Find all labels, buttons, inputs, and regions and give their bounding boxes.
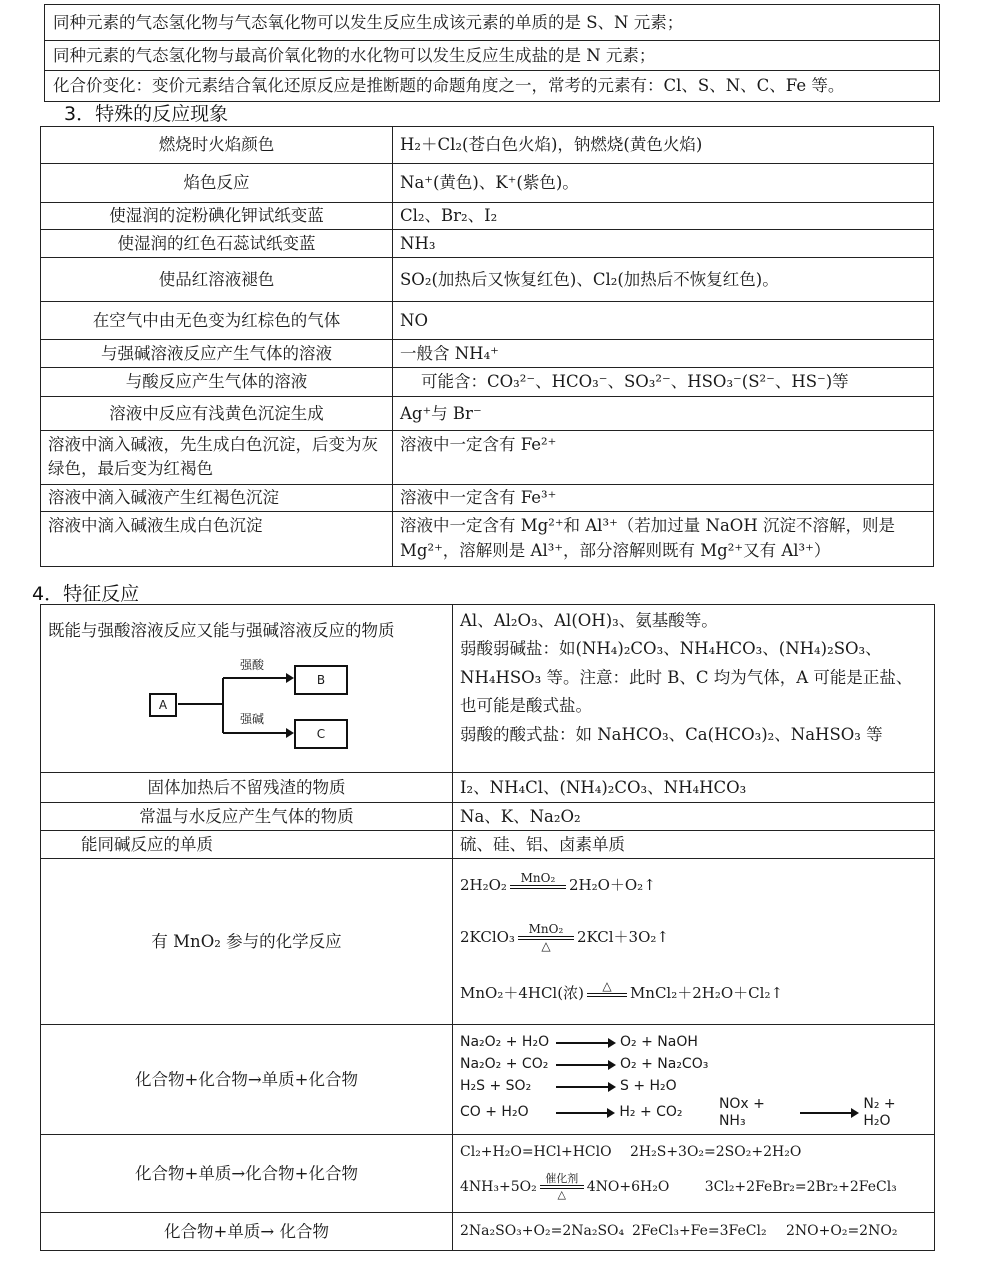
amphoteric-examples [453, 605, 935, 773]
arrow-icon [556, 1109, 616, 1117]
cc-sc-equations [453, 1025, 935, 1135]
s3-left-0: 燃烧时火焰颜色 [41, 127, 393, 164]
eq2-lhs: 2KClO₃ [460, 927, 515, 946]
cc-sc-eq [460, 1054, 927, 1076]
mno2-label: 有 MnO₂ 参与的化学反应 [41, 859, 453, 1025]
top-row-3: 化合价变化：变价元素结合氧化还原反应是推断题的命题角度之一，常考的元素有：Cl、S、N、C、Fe 等。 [45, 71, 940, 102]
s3-right-2: Cl₂、Br₂、I₂ [393, 203, 934, 230]
eq2-condition [518, 923, 574, 952]
s4-left-water-gas: 常温与水反应产生气体的物质 [41, 803, 453, 831]
eq3-cond-text: △ [602, 979, 612, 994]
eq-rhs: O₂ + Na₂CO₃ [620, 1056, 709, 1073]
s3-left-11: 溶液中滴入碱液生成白色沉淀 [41, 512, 393, 567]
eq-lhs: Na₂O₂ + CO₂ [460, 1056, 549, 1073]
eq-lhs: CO + H₂O [460, 1104, 529, 1121]
s3-left-6: 与强碱溶液反应产生气体的溶液 [41, 340, 393, 368]
eq3-condition [587, 980, 627, 1007]
acid-base-diagram [48, 643, 445, 759]
s3-left-1: 焰色反应 [41, 164, 393, 203]
cs-cc-line-2 [460, 1165, 927, 1209]
eq2-cond-top: MnO₂ [528, 921, 564, 936]
s3-right-4: SO₂(加热后又恢复红色)、Cl₂(加热后不恢复红色)。 [393, 258, 934, 302]
mno2-eq-1 [460, 866, 927, 906]
cs-cc-eq-a: Cl₂+H₂O=HCl+HClO [460, 1143, 612, 1160]
eq-rhs: H₂ + CO₂ [619, 1104, 683, 1121]
arrow-icon [556, 1083, 616, 1091]
cs-cc-equations [453, 1135, 935, 1213]
eq1-cond-text: MnO₂ [520, 871, 556, 886]
cs-c-eq: 2FeCl₃+Fe=3FeCl₂ [632, 1223, 767, 1240]
eq1-lhs: 2H₂O₂ [460, 875, 507, 894]
box-b: B [294, 665, 348, 695]
amph-line: 也可能是酸式盐。 [460, 696, 592, 716]
mno2-eq-3 [460, 970, 927, 1018]
mno2-equations [453, 859, 935, 1025]
cs-cc-lhs: 4NH₃+5O₂ [460, 1178, 537, 1195]
eq-rhs: S + H₂O [620, 1078, 677, 1095]
cs-c-label: 化合物+单质→ 化合物 [41, 1213, 453, 1251]
cs-c-eq: 2Na₂SO₃+O₂=2Na₂SO₄ [460, 1223, 625, 1240]
eq1-rhs: 2H₂O＋O₂↑ [568, 875, 656, 894]
arrow-icon [556, 1061, 616, 1069]
s4-right-water-gas: Na、K、Na₂O₂ [453, 803, 935, 831]
s3-left-10: 溶液中滴入碱液产生红褐色沉淀 [41, 485, 393, 512]
cs-cc-cond-bottom: △ [557, 1188, 566, 1201]
reaction-phenomena-table [40, 126, 934, 567]
amph-line: 弱酸弱碱盐：如(NH₄)₂CO₃、NH₄HCO₃、(NH₄)₂SO₃、 [460, 639, 882, 659]
top-table [44, 4, 940, 102]
s3-right-5: NO [393, 302, 934, 340]
amph-line: Al、Al₂O₃、Al(OH)₃、氨基酸等。 [460, 611, 718, 630]
s3-left-2: 使湿润的淀粉碘化钾试纸变蓝 [41, 203, 393, 230]
eq2-rhs: 2KCl＋3O₂↑ [576, 927, 669, 946]
cs-c-eq: 2NO+O₂=2NO₂ [786, 1223, 898, 1240]
box-c: C [294, 719, 348, 749]
cc-sc-label: 化合物+化合物→单质+化合物 [41, 1025, 453, 1135]
arrow-icon [556, 1039, 616, 1047]
diagram-lines [48, 643, 308, 759]
cc-sc-eq-pair [460, 1098, 927, 1128]
s3-right-0: H₂＋Cl₂(苍白色火焰)，钠燃烧(黄色火焰) [393, 127, 934, 164]
s3-left-7: 与酸反应产生气体的溶液 [41, 368, 393, 397]
s4-left-residue: 固体加热后不留残渣的物质 [41, 773, 453, 803]
cs-c-equations [453, 1213, 935, 1251]
eq3-rhs: MnCl₂＋2H₂O＋Cl₂↑ [629, 983, 784, 1002]
cs-cc-cond-top: 催化剂 [545, 1172, 579, 1186]
s3-left-5: 在空气中由无色变为红棕色的气体 [41, 302, 393, 340]
top-row-1: 同种元素的气态氢化物与气态氧化物可以发生反应生成该元素的单质的是 S、N 元素； [45, 5, 940, 41]
amphoteric-cell [41, 605, 453, 773]
eq-lhs: Na₂O₂ + H₂O [460, 1034, 550, 1051]
section3-heading: 3．特殊的反应现象 [64, 103, 229, 125]
cc-sc-eq [460, 1032, 927, 1054]
s3-right-8: Ag⁺与 Br⁻ [393, 397, 934, 431]
s3-right-10: 溶液中一定含有 Fe³⁺ [393, 485, 934, 512]
amphoteric-label: 既能与强酸溶液反应又能与强碱溶液反应的物质 [48, 621, 395, 640]
amph-line: NH₄HSO₃ 等。注意：此时 B、C 均为气体，A 可能是正盐、 [460, 667, 913, 687]
eq3-lhs: MnO₂＋4HCl(浓) [460, 983, 584, 1002]
s3-left-8: 溶液中反应有浅黄色沉淀生成 [41, 397, 393, 431]
amph-line: 弱酸的酸式盐：如 NaHCO₃、Ca(HCO₃)₂、NaHSO₃ 等 [460, 724, 883, 744]
cs-cc-line-1 [460, 1139, 927, 1165]
eq-rhs: N₂ + H₂O [863, 1096, 896, 1129]
s3-left-9: 溶液中滴入碱液，先生成白色沉淀，后变为灰绿色，最后变为红褐色 [41, 431, 393, 485]
arrow-icon [800, 1109, 860, 1117]
s3-right-6: 一般含 NH₄⁺ [393, 340, 934, 368]
s3-right-7: 可能含：CO₃²⁻、HCO₃⁻、SO₃²⁻、HSO₃⁻(S²⁻、HS⁻)等 [393, 368, 934, 397]
eq-lhs: NOx + NH₃ [718, 1096, 765, 1129]
cs-cc-eq-b: 2H₂S+3O₂=2SO₂+2H₂O [630, 1143, 802, 1160]
eq1-condition [510, 872, 566, 899]
cs-cc-condition [540, 1173, 584, 1200]
eq3-double-bar [587, 993, 627, 997]
s4-right-residue: I₂、NH₄Cl、(NH₄)₂CO₃、NH₄HCO₃ [453, 773, 935, 803]
label-strong-acid: 强酸 [240, 657, 265, 672]
section4-heading: 4．特征反应 [32, 583, 140, 605]
s4-left-alkali-element: 能同碱反应的单质 [41, 831, 453, 859]
cs-cc-rhs: 4NO+6H₂O [586, 1178, 670, 1195]
eq2-cond-bottom: △ [541, 938, 551, 953]
top-row-2: 同种元素的气态氢化物与最高价氧化物的水化物可以发生反应生成盐的是 N 元素； [45, 41, 940, 71]
s3-right-9: 溶液中一定含有 Fe²⁺ [393, 431, 934, 485]
s3-left-4: 使品红溶液褪色 [41, 258, 393, 302]
s4-right-alkali-element: 硫、硅、铝、卤素单质 [453, 831, 935, 859]
s3-right-1: Na⁺(黄色)、K⁺(紫色)。 [393, 164, 934, 203]
eq1-double-bar [510, 885, 566, 889]
eq-lhs: H₂S + SO₂ [460, 1078, 532, 1095]
s3-left-3: 使湿润的红色石蕊试纸变蓝 [41, 230, 393, 258]
box-a: A [149, 693, 177, 717]
cs-cc-label: 化合物+单质→化合物+化合物 [41, 1135, 453, 1213]
cs-cc-eq-c: 3Cl₂+2FeBr₂=2Br₂+2FeCl₃ [704, 1178, 897, 1195]
cc-sc-eq [460, 1076, 927, 1098]
label-strong-base: 强碱 [240, 711, 265, 726]
s3-right-3: NH₃ [393, 230, 934, 258]
s3-right-11: 溶液中一定含有 Mg²⁺和 Al³⁺（若加过量 NaOH 沉淀不溶解，则是 Mg²⁺，溶解则是 Al³⁺，部分溶解则既有 Mg²⁺又有 Al³⁺） [393, 512, 934, 567]
mno2-eq-2 [460, 906, 927, 970]
eq-rhs: O₂ + NaOH [620, 1034, 698, 1051]
characteristic-reactions-table [40, 604, 935, 1251]
